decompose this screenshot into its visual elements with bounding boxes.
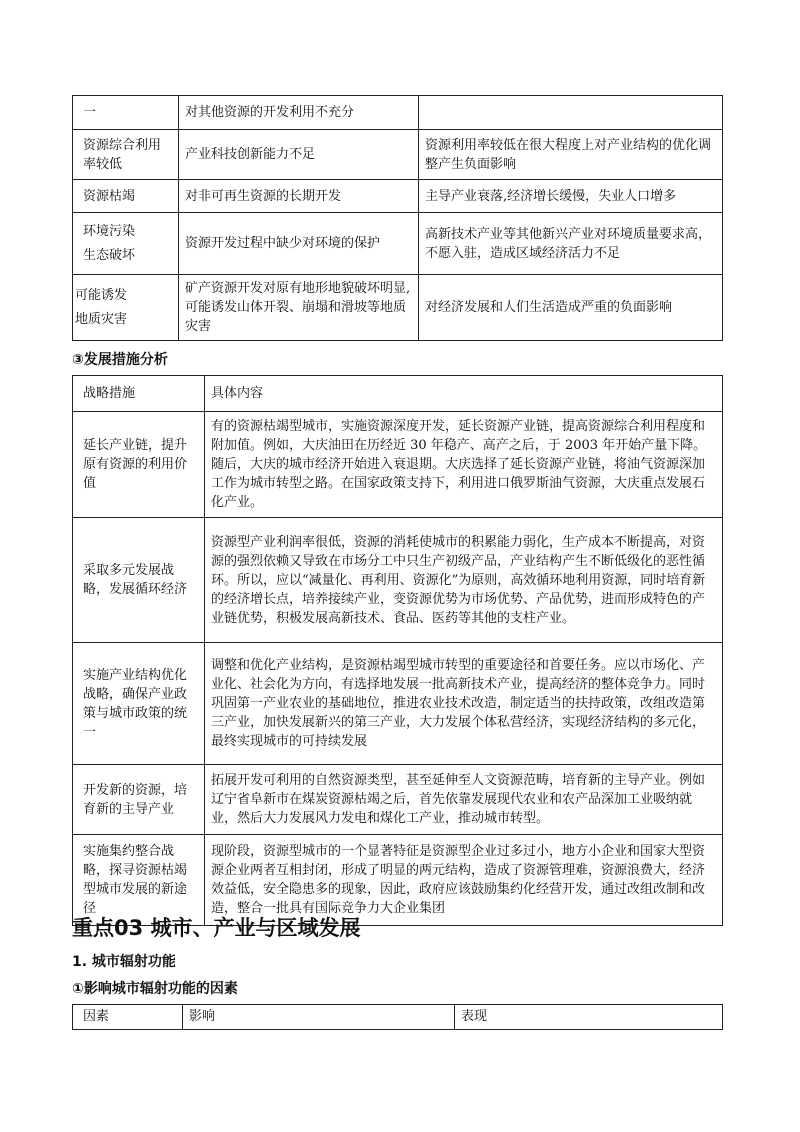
- section-heading: ③发展措施分析: [72, 352, 168, 368]
- table-cell: 资源综合利用率较低: [73, 130, 179, 180]
- factors-table: [72, 1004, 723, 1030]
- table-cell: 实施产业结构优化战略，确保产业政策与城市政策的统一: [73, 643, 205, 765]
- table-cell: 高新技术产业等其他新兴产业对环境质量要求高，不愿入驻，造成区域经济活力不足: [419, 213, 723, 275]
- table-cell: 一: [73, 96, 179, 130]
- table-cell: 延长产业链，提升原有资源的利用价值: [73, 412, 205, 518]
- table-row: [73, 412, 723, 518]
- subsection-heading: 1. 城市辐射功能: [72, 954, 176, 970]
- table-cell: 开发新的资源，培育新的主导产业: [73, 765, 205, 835]
- table-header-row: [73, 1005, 723, 1030]
- table-header-cell: 因素: [73, 1005, 183, 1030]
- table-cell: 资源型产业利润率很低，资源的消耗使城市的积累能力弱化，生产成本不断提高，对资源的强烈依赖又导致在市场分工中只生产初级产品，产业结构产生不断低级化的恶性循环。所以，应以“减量化、再利用、资源化”为原则，高效循环地利用资源，同时培育新的经济增长点，培养接续产业，变资源优势为市场优势、产品优势，进而形成特色的产业链优势，积极发展高新技术、食品、医药等其他的支柱产业。: [205, 518, 723, 643]
- section-title: 重点03 城市、产业与区域发展: [72, 916, 361, 940]
- table-cell: [419, 96, 723, 130]
- table-row: [73, 213, 723, 275]
- table-cell: 有的资源枯竭型城市，实施资源深度开发，延长资源产业链，提高资源综合利用程度和附加值。例如，大庆油田在历经近 30 年稳产、高产之后，于 2003 年开始产量下降。随后，大庆的城市经济开始进入衰退期。大庆选择了延长资源产业链，将油气资源深加工作为城市转型之路。在国家政策支持下，利用进口俄罗斯油气资源，大庆重点发展石化产业。: [205, 412, 723, 518]
- table-cell: 资源利用率较低在很大程度上对产业结构的优化调整产生负面影响: [419, 130, 723, 180]
- table-header-cell: 战略措施: [73, 376, 205, 412]
- table-cell: 资源开发过程中缺少对环境的保护: [179, 213, 419, 275]
- table-row: [73, 130, 723, 180]
- table-row: [73, 180, 723, 213]
- table-cell: 产业科技创新能力不足: [179, 130, 419, 180]
- table-cell: 对其他资源的开发利用不充分: [179, 96, 419, 130]
- table-row: [73, 643, 723, 765]
- table-cell: 对经济发展和人们生活造成严重的负面影响: [419, 275, 723, 341]
- table-cell: 环境污染 生态破坏: [73, 213, 179, 275]
- table-row: [73, 96, 723, 130]
- table-cell: 实施集约整合战略，探寻资源枯竭型城市发展的新途径: [73, 835, 205, 926]
- table-cell: 现阶段，资源型城市的一个显著特征是资源型企业过多过小，地方小企业和国家大型资源企业两者互相封闭，形成了明显的两元结构，造成了资源管理难，资源浪费大，经济效益低，安全隐患多的现象，因此，政府应该鼓励集约化经营开发，通过改组改制和改造，整合一批具有国际竞争力大企业集团: [205, 835, 723, 926]
- table-cell: 调整和优化产业结构，是资源枯竭型城市转型的重要途径和首要任务。应以市场化、产业化、社会化为方向，有选择地发展一批高新技术产业，提高经济的整体竞争力。同时巩固第一产业农业的基础地位，推进农业技术改造，制定适当的扶持政策，改组改造第三产业，加快发展新兴的第三产业，大力发展个体私营经济，实现经济结构的多元化，最终实现城市的可持续发展: [205, 643, 723, 765]
- table-cell: 拓展开发可利用的自然资源类型，甚至延伸至人文资源范畴，培育新的主导产业。例如辽宁省阜新市在煤炭资源枯竭之后，首先依靠发展现代农业和农产品深加工业吸纳就业，然后大力发展风力发电和煤化工产业，推动城市转型。: [205, 765, 723, 835]
- table-cell: 资源枯竭: [73, 180, 179, 213]
- measures-table: [72, 375, 723, 926]
- subsection-heading: ①影响城市辐射功能的因素: [72, 981, 238, 997]
- table-cell: 主导产业衰落,经济增长缓慢，失业人口增多: [419, 180, 723, 213]
- table-header-cell: 具体内容: [205, 376, 723, 412]
- table-header-cell: 影响: [183, 1005, 455, 1030]
- table-header-cell: 表现: [455, 1005, 723, 1030]
- table-cell: 可能诱发 地质灾害: [73, 275, 179, 341]
- table-row: [73, 275, 723, 341]
- table-header-row: [73, 376, 723, 412]
- table-cell: 对非可再生资源的长期开发: [179, 180, 419, 213]
- problems-table: [72, 95, 723, 341]
- table-row: [73, 518, 723, 643]
- table-row: [73, 765, 723, 835]
- table-cell: 采取多元发展战略，发展循环经济: [73, 518, 205, 643]
- table-cell: 矿产资源开发对原有地形地貌破坏明显,可能诱发山体开裂、崩塌和滑坡等地质灾害: [179, 275, 419, 341]
